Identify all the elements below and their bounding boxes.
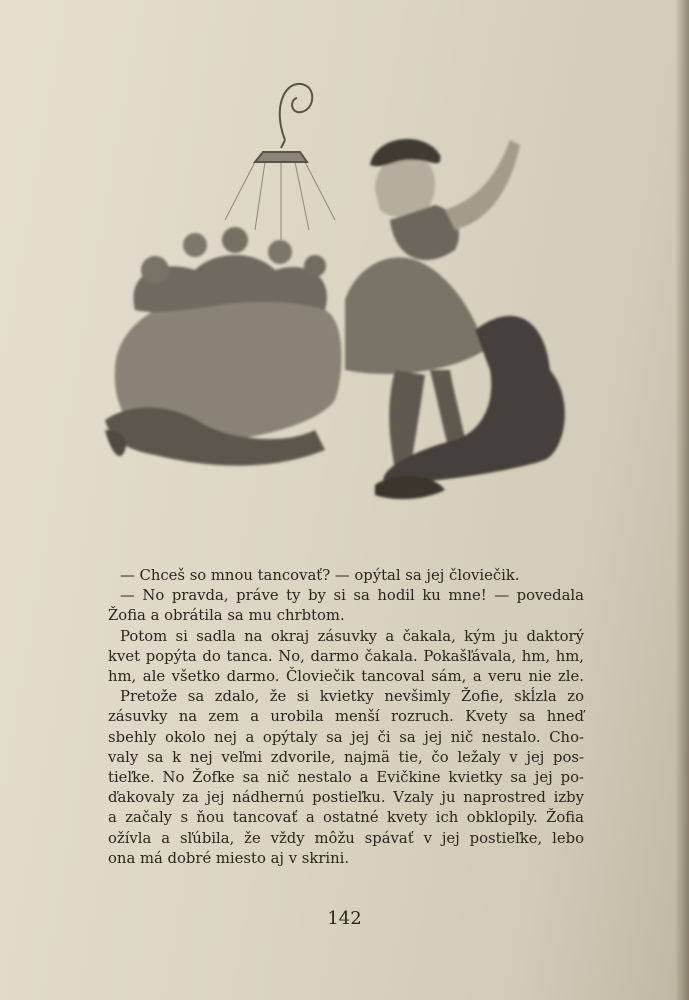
text-line: — No pravda, práve ty by si sa hodil ku mne! — povedala (120, 587, 584, 605)
text-line: valy sa k nej veľmi zdvorile, najmä tie, čo ležaly v jej pos- (108, 748, 584, 766)
paragraph-3 (108, 627, 584, 688)
text-line: Pretože sa zdalo, že si kvietky nevšimly Žofie, skĺzla zo (120, 688, 584, 706)
text-line: hm, ale všetko darmo. Človiečik tancoval sám, a veru nie zle. (108, 668, 584, 686)
text-line: tieľke. No Žofke sa nič nestalo a Evičkine kvietky sa jej po- (108, 769, 584, 787)
doll-drawing (345, 139, 565, 499)
text-line: ona má dobré miesto aj v skrini. (108, 849, 350, 867)
text-line: zásuvky na zem a urobila menší rozruch. Kvety sa hneď (108, 708, 584, 726)
lamp-drawing (225, 84, 335, 240)
illustration-doll-dancing (95, 70, 595, 520)
text-line: Potom si sadla na okraj zásuvky a čakala, kým ju daktorý (120, 627, 584, 645)
text-line: a začaly s ňou tancovať a ostatné kvety ich obklopily. Žofia (108, 809, 584, 827)
text-line: Žofia a obrátila sa mu chrbtom. (108, 607, 345, 625)
text-line: ožívla a sľúbila, že vždy môžu spávať v jej postieľke, lebo (108, 829, 584, 847)
text-line: sbehly okolo nej a opýtaly sa jej či sa jej nič nestalo. Cho- (108, 728, 584, 746)
paragraph-4 (108, 687, 584, 869)
flower-bed-drawing (105, 227, 342, 466)
paragraph-2 (108, 586, 584, 626)
paragraph-1 (108, 566, 584, 586)
body-text (108, 566, 584, 869)
text-line: kvet popýta do tanca. No, darmo čakala. Pokašľávala, hm, hm, (108, 647, 584, 665)
text-line: ďakovaly za jej nádhernú postieľku. Vzaly ju naprostred izby (108, 789, 584, 807)
page-number: 142 (327, 908, 362, 929)
text-line: — Chceš so mnou tancovať? — opýtal sa jej človiečik. (120, 567, 520, 584)
